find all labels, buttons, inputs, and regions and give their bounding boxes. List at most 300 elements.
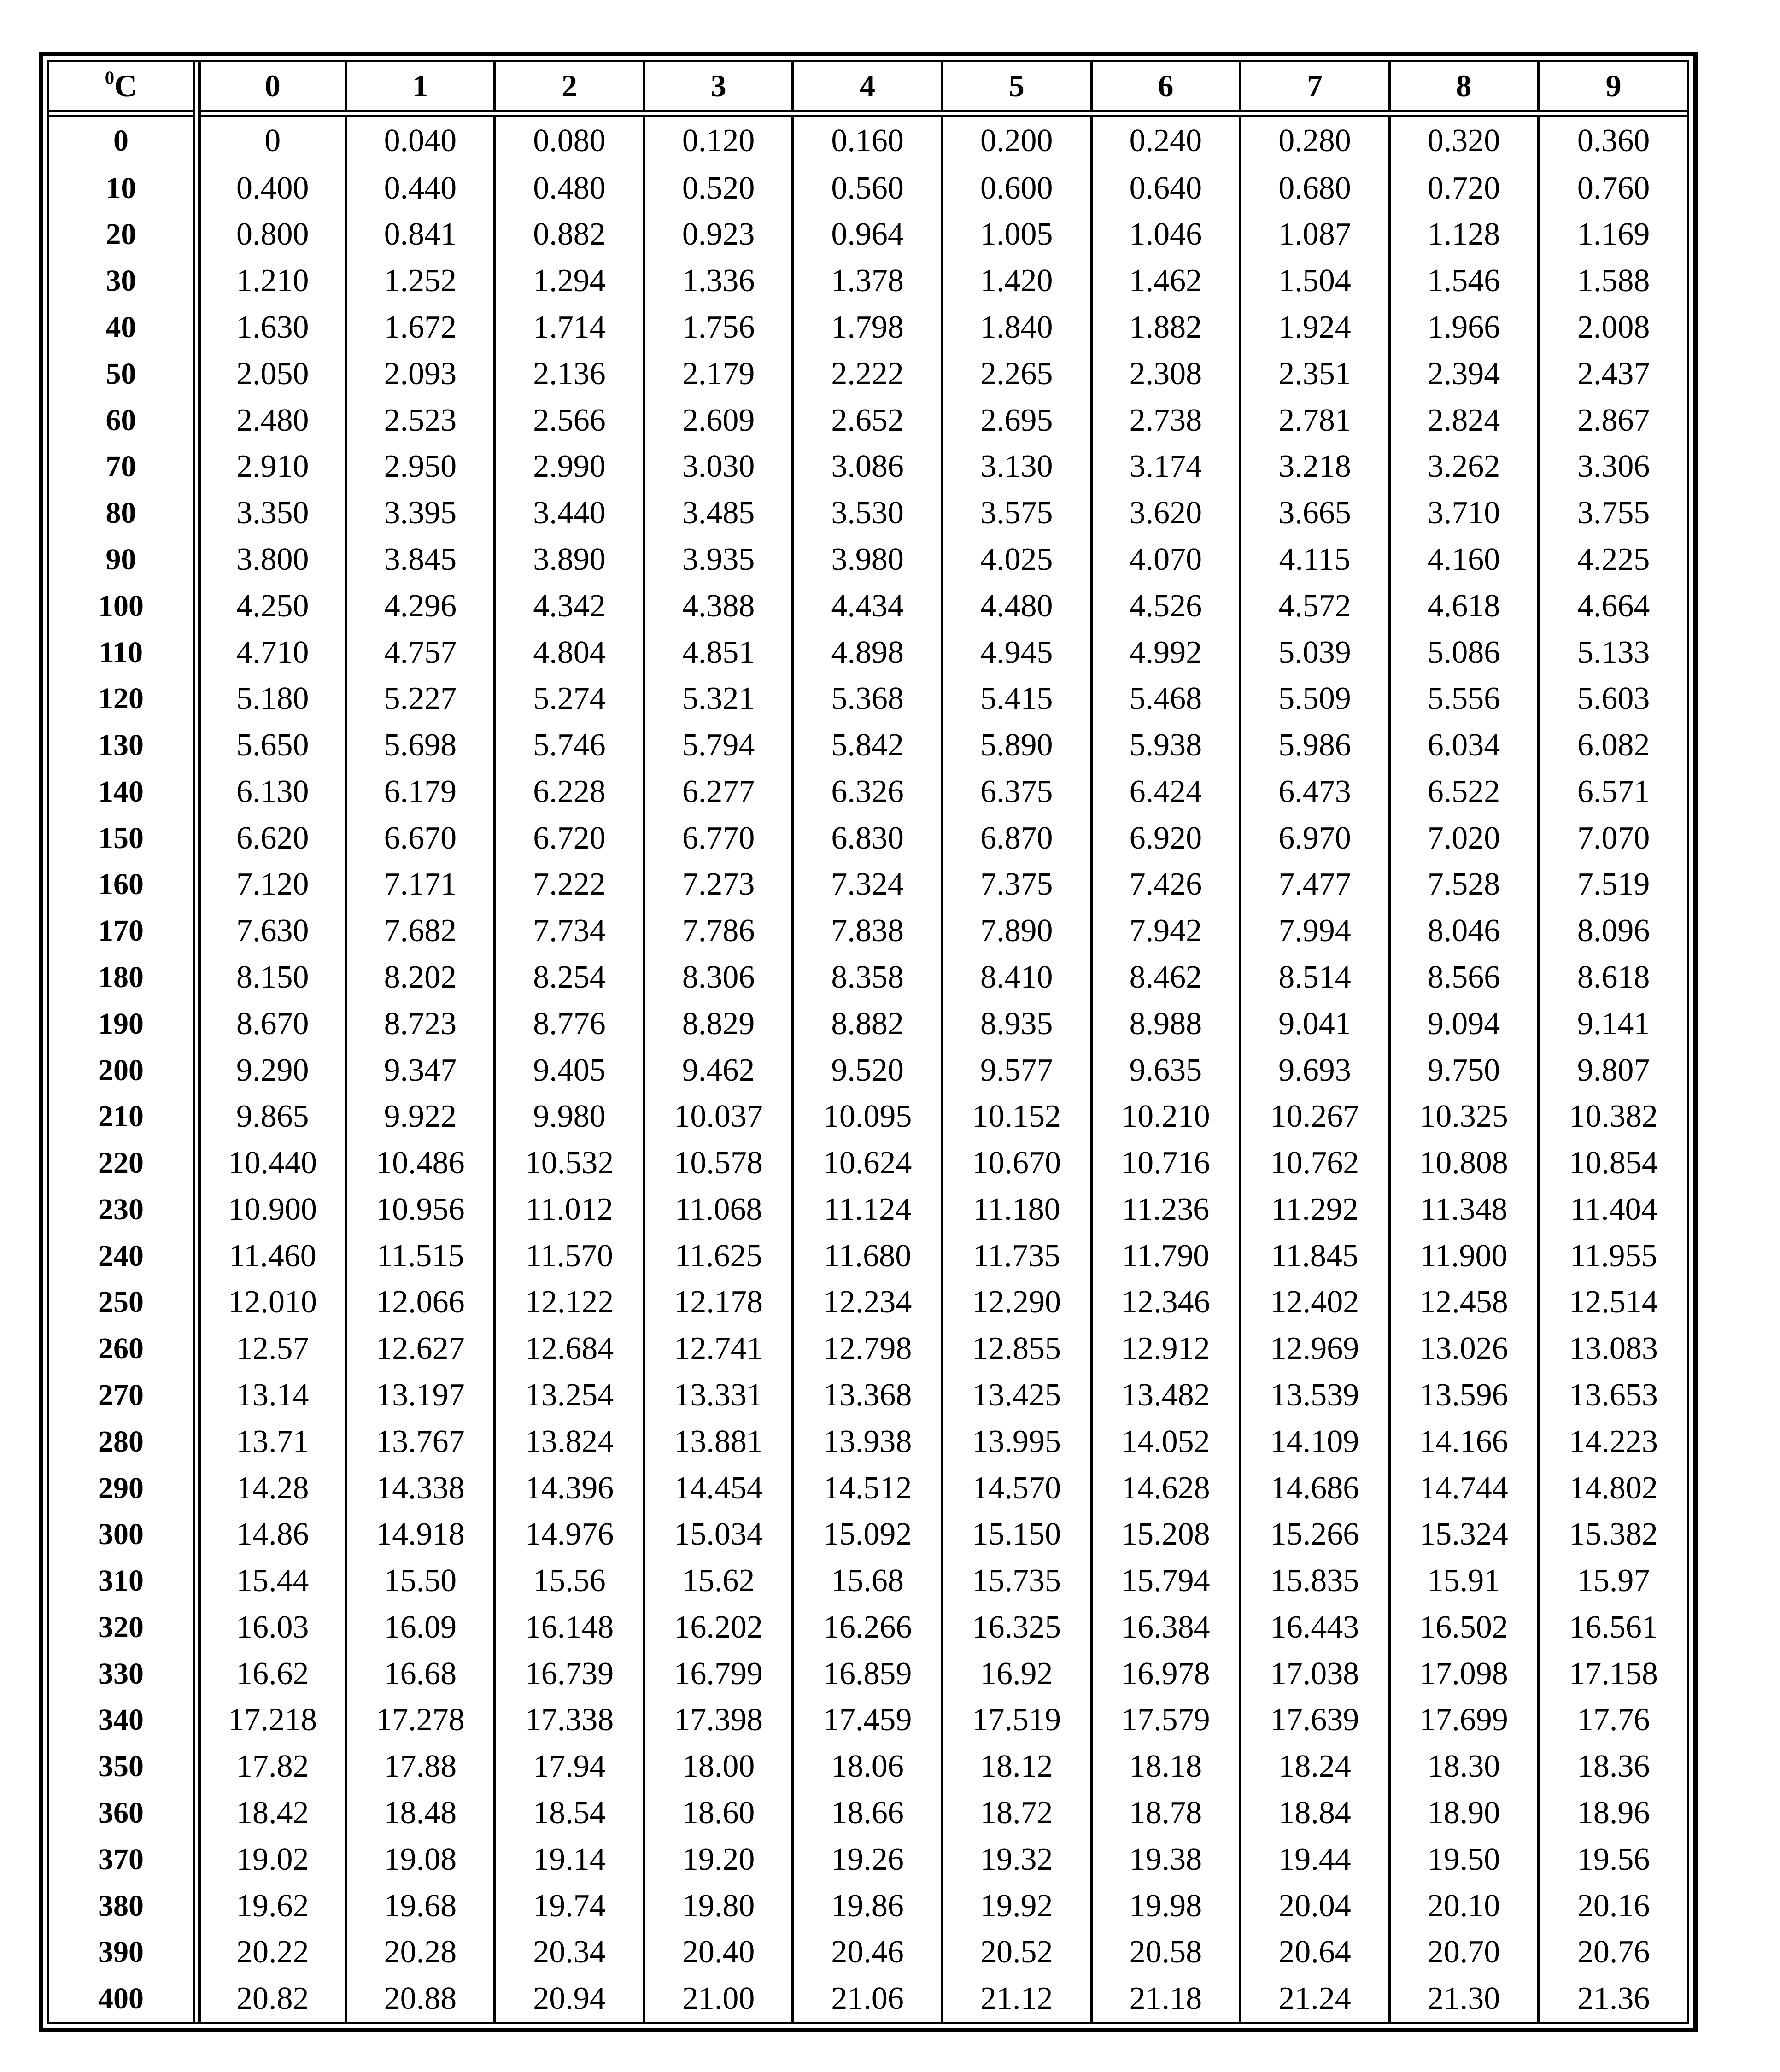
table-cell: 10.762 bbox=[1240, 1140, 1389, 1187]
table-cell: 9.980 bbox=[495, 1094, 644, 1140]
table-cell: 2.222 bbox=[793, 351, 942, 397]
table-cell: 5.603 bbox=[1538, 676, 1687, 722]
table-cell: 2.609 bbox=[644, 397, 793, 444]
table-cell: 19.56 bbox=[1538, 1836, 1687, 1883]
row-label: 210 bbox=[49, 1094, 197, 1140]
table-cell: 2.523 bbox=[346, 397, 495, 444]
table-cell: 18.60 bbox=[644, 1790, 793, 1837]
table-cell: 7.519 bbox=[1538, 861, 1687, 908]
table-cell: 10.670 bbox=[942, 1140, 1091, 1187]
table-cell: 0.440 bbox=[346, 165, 495, 211]
table-row bbox=[49, 676, 1687, 722]
table-cell: 6.870 bbox=[942, 815, 1091, 861]
table-cell: 0.760 bbox=[1538, 165, 1687, 211]
table-cell: 7.942 bbox=[1091, 908, 1241, 954]
table-cell: 0.680 bbox=[1240, 165, 1389, 211]
row-label: 240 bbox=[49, 1233, 197, 1279]
table-cell: 18.06 bbox=[793, 1744, 942, 1790]
table-cell: 18.36 bbox=[1538, 1744, 1687, 1790]
table-cell: 20.88 bbox=[346, 1976, 495, 2022]
table-cell: 3.262 bbox=[1389, 444, 1539, 490]
table-cell: 21.00 bbox=[644, 1976, 793, 2022]
table-cell: 17.098 bbox=[1389, 1651, 1539, 1697]
table-cell: 2.308 bbox=[1091, 351, 1241, 397]
table-row bbox=[49, 258, 1687, 304]
table-cell: 21.24 bbox=[1240, 1976, 1389, 2022]
table-cell: 12.57 bbox=[236, 1331, 309, 1367]
table-cell: 5.086 bbox=[1389, 629, 1539, 676]
table-cell: 15.150 bbox=[942, 1511, 1091, 1558]
table-cell: 19.26 bbox=[793, 1836, 942, 1883]
table-cell: 15.44 bbox=[236, 1563, 309, 1599]
table-cell: 1.128 bbox=[1389, 211, 1539, 258]
table-cell: 20.10 bbox=[1389, 1883, 1539, 1929]
table-row bbox=[49, 1651, 1687, 1697]
table-cell: 20.70 bbox=[1389, 1929, 1539, 1976]
table-cell: 2.265 bbox=[942, 351, 1091, 397]
table-cell: 5.746 bbox=[495, 722, 644, 769]
table-cell: 5.133 bbox=[1538, 629, 1687, 676]
table-cell: 7.426 bbox=[1091, 861, 1241, 908]
table-cell: 10.325 bbox=[1389, 1094, 1539, 1140]
row-label: 150 bbox=[49, 815, 197, 861]
table-cell: 12.290 bbox=[942, 1279, 1091, 1326]
table-cell: 19.98 bbox=[1091, 1883, 1241, 1929]
celsius-unit: C bbox=[114, 68, 137, 103]
table-cell: 15.62 bbox=[644, 1558, 793, 1604]
table-cell: 20.82 bbox=[236, 1981, 309, 2017]
row-label: 40 bbox=[49, 304, 197, 351]
table-cell: 3.845 bbox=[346, 537, 495, 583]
table-cell: 17.398 bbox=[644, 1697, 793, 1744]
table-cell: 5.698 bbox=[346, 722, 495, 769]
row-label: 220 bbox=[49, 1140, 197, 1187]
table-cell: 6.034 bbox=[1389, 722, 1539, 769]
table-cell: 3.800 bbox=[236, 541, 309, 577]
table-cell: 8.670 bbox=[236, 1006, 309, 1042]
table-row bbox=[49, 1511, 1687, 1558]
table-cell: 2.050 bbox=[236, 356, 309, 392]
table-cell: 15.034 bbox=[644, 1511, 793, 1558]
table-cell: 1.672 bbox=[346, 304, 495, 351]
table-row bbox=[49, 444, 1687, 490]
table-cell: 0.640 bbox=[1091, 165, 1241, 211]
table-cell: 7.630 bbox=[236, 913, 309, 949]
table-cell: 11.180 bbox=[942, 1186, 1091, 1233]
table-cell: 4.434 bbox=[793, 583, 942, 629]
row-label: 180 bbox=[49, 954, 197, 1001]
table-cell: 10.854 bbox=[1538, 1140, 1687, 1187]
table-cell: 2.652 bbox=[793, 397, 942, 444]
table-cell: 8.935 bbox=[942, 1001, 1091, 1047]
table-cell: 3.440 bbox=[495, 490, 644, 537]
table-cell: 18.00 bbox=[644, 1744, 793, 1790]
table-cell: 8.618 bbox=[1538, 954, 1687, 1001]
table-cell: 13.71 bbox=[236, 1423, 309, 1459]
table-cell: 7.020 bbox=[1389, 815, 1539, 861]
table-cell: 1.546 bbox=[1389, 258, 1539, 304]
table-cell: 13.425 bbox=[942, 1372, 1091, 1419]
table-cell: 17.218 bbox=[228, 1702, 317, 1738]
row-label: 400 bbox=[49, 1976, 197, 2022]
table-cell: 5.039 bbox=[1240, 629, 1389, 676]
table-row bbox=[49, 537, 1687, 583]
table-cell: 5.794 bbox=[644, 722, 793, 769]
table-cell: 1.714 bbox=[495, 304, 644, 351]
table-cell: 1.798 bbox=[793, 304, 942, 351]
table-cell: 17.519 bbox=[942, 1697, 1091, 1744]
table-cell: 12.122 bbox=[495, 1279, 644, 1326]
table-cell: 16.325 bbox=[942, 1604, 1091, 1651]
row-label: 90 bbox=[49, 537, 197, 583]
table-cell: 20.64 bbox=[1240, 1929, 1389, 1976]
table-cell: 6.522 bbox=[1389, 768, 1539, 815]
table-row bbox=[49, 1279, 1687, 1326]
table-cell: 1.378 bbox=[793, 258, 942, 304]
row-label: 20 bbox=[49, 211, 197, 258]
table-cell: 2.394 bbox=[1389, 351, 1539, 397]
table-row bbox=[49, 768, 1687, 815]
row-label: 100 bbox=[49, 583, 197, 629]
table-cell: 4.757 bbox=[346, 629, 495, 676]
table-cell: 13.368 bbox=[793, 1372, 942, 1419]
table-cell: 5.938 bbox=[1091, 722, 1241, 769]
table-row bbox=[49, 1929, 1687, 1976]
table-cell: 1.588 bbox=[1538, 258, 1687, 304]
table-cell: 6.424 bbox=[1091, 768, 1241, 815]
table-cell: 10.037 bbox=[644, 1094, 793, 1140]
table-cell: 11.124 bbox=[793, 1186, 942, 1233]
table-cell: 1.087 bbox=[1240, 211, 1389, 258]
table-cell: 15.382 bbox=[1538, 1511, 1687, 1558]
table-cell: 18.12 bbox=[942, 1744, 1091, 1790]
table-row bbox=[49, 1140, 1687, 1187]
table-cell: 14.396 bbox=[495, 1465, 644, 1511]
table-cell: 13.539 bbox=[1240, 1372, 1389, 1419]
table-cell: 8.462 bbox=[1091, 954, 1241, 1001]
table-cell: 20.34 bbox=[495, 1929, 644, 1976]
table-cell: 0.120 bbox=[644, 113, 793, 165]
table-cell: 4.526 bbox=[1091, 583, 1241, 629]
table-cell: 2.824 bbox=[1389, 397, 1539, 444]
table-cell: 2.008 bbox=[1538, 304, 1687, 351]
table-cell: 4.225 bbox=[1538, 537, 1687, 583]
table-cell: 20.22 bbox=[236, 1934, 309, 1970]
table-cell: 0.320 bbox=[1389, 113, 1539, 165]
table-cell: 8.829 bbox=[644, 1001, 793, 1047]
table-cell: 17.459 bbox=[793, 1697, 942, 1744]
table-row bbox=[49, 1326, 1687, 1372]
table-cell: 19.50 bbox=[1389, 1836, 1539, 1883]
table-cell: 5.415 bbox=[942, 676, 1091, 722]
table-cell: 6.179 bbox=[346, 768, 495, 815]
table-cell: 1.210 bbox=[236, 263, 309, 299]
table-cell: 6.620 bbox=[236, 820, 309, 856]
table-cell: 16.148 bbox=[495, 1604, 644, 1651]
table-cell: 1.882 bbox=[1091, 304, 1241, 351]
table-cell: 1.294 bbox=[495, 258, 644, 304]
table-cell: 19.02 bbox=[236, 1841, 309, 1877]
column-header: 6 bbox=[1091, 62, 1241, 113]
table-cell: 0.520 bbox=[644, 165, 793, 211]
table-cell: 6.830 bbox=[793, 815, 942, 861]
table-cell: 6.277 bbox=[644, 768, 793, 815]
table-cell: 13.995 bbox=[942, 1418, 1091, 1465]
table-cell: 13.938 bbox=[793, 1418, 942, 1465]
table-cell: 5.468 bbox=[1091, 676, 1241, 722]
table-cell: 9.865 bbox=[236, 1099, 309, 1135]
table-row bbox=[49, 490, 1687, 537]
table-cell: 13.083 bbox=[1538, 1326, 1687, 1372]
table-cell: 19.38 bbox=[1091, 1836, 1241, 1883]
table-cell: 18.24 bbox=[1240, 1744, 1389, 1790]
table-cell: 15.50 bbox=[346, 1558, 495, 1604]
table-cell: 0.280 bbox=[1240, 113, 1389, 165]
table-cell: 16.202 bbox=[644, 1604, 793, 1651]
table-cell: 17.76 bbox=[1538, 1697, 1687, 1744]
table-cell: 3.530 bbox=[793, 490, 942, 537]
table-cell: 6.571 bbox=[1538, 768, 1687, 815]
table-cell: 19.74 bbox=[495, 1883, 644, 1929]
table-row bbox=[49, 1465, 1687, 1511]
table-cell: 1.005 bbox=[942, 211, 1091, 258]
table-cell: 6.228 bbox=[495, 768, 644, 815]
column-header: 2 bbox=[495, 62, 644, 113]
column-header: 5 bbox=[942, 62, 1091, 113]
table-cell: 1.756 bbox=[644, 304, 793, 351]
table-cell: 7.070 bbox=[1538, 815, 1687, 861]
table-cell: 17.82 bbox=[236, 1749, 309, 1785]
table-cell: 14.686 bbox=[1240, 1465, 1389, 1511]
table-cell: 3.755 bbox=[1538, 490, 1687, 537]
table-cell: 10.210 bbox=[1091, 1094, 1241, 1140]
row-label: 30 bbox=[49, 258, 197, 304]
table-cell: 1.840 bbox=[942, 304, 1091, 351]
row-label: 140 bbox=[49, 768, 197, 815]
table-cell: 10.532 bbox=[495, 1140, 644, 1187]
table-cell: 12.458 bbox=[1389, 1279, 1539, 1326]
table-cell: 15.794 bbox=[1091, 1558, 1241, 1604]
table-row bbox=[49, 1604, 1687, 1651]
table-cell: 13.026 bbox=[1389, 1326, 1539, 1372]
table-cell: 15.266 bbox=[1240, 1511, 1389, 1558]
table-cell: 16.443 bbox=[1240, 1604, 1389, 1651]
row-label: 270 bbox=[49, 1372, 197, 1419]
table-cell: 9.577 bbox=[942, 1047, 1091, 1094]
table-cell: 9.750 bbox=[1389, 1047, 1539, 1094]
table-cell: 14.223 bbox=[1538, 1418, 1687, 1465]
table-cell: 12.346 bbox=[1091, 1279, 1241, 1326]
table-cell: 12.798 bbox=[793, 1326, 942, 1372]
table-cell: 11.955 bbox=[1538, 1233, 1687, 1279]
table-cell: 17.94 bbox=[495, 1744, 644, 1790]
table-cell: 21.12 bbox=[942, 1976, 1091, 2022]
table-cell: 7.682 bbox=[346, 908, 495, 954]
table-cell: 18.18 bbox=[1091, 1744, 1241, 1790]
table-cell: 3.130 bbox=[942, 444, 1091, 490]
table-cell: 4.664 bbox=[1538, 583, 1687, 629]
table-cell: 0.040 bbox=[346, 113, 495, 165]
table-cell: 4.025 bbox=[942, 537, 1091, 583]
table-cell: 12.627 bbox=[346, 1326, 495, 1372]
table-cell: 0.080 bbox=[495, 113, 644, 165]
table-cell: 20.04 bbox=[1240, 1883, 1389, 1929]
table-cell: 11.012 bbox=[495, 1186, 644, 1233]
table-cell: 18.84 bbox=[1240, 1790, 1389, 1837]
table-cell: 11.236 bbox=[1091, 1186, 1241, 1233]
table-cell: 1.630 bbox=[236, 310, 309, 345]
row-label: 360 bbox=[49, 1790, 197, 1837]
table-cell: 9.141 bbox=[1538, 1001, 1687, 1047]
table-cell: 20.52 bbox=[942, 1929, 1091, 1976]
table-cell: 5.509 bbox=[1240, 676, 1389, 722]
table-frame bbox=[39, 52, 1698, 2032]
table-cell: 16.384 bbox=[1091, 1604, 1241, 1651]
table-cell: 5.890 bbox=[942, 722, 1091, 769]
table-cell: 19.32 bbox=[942, 1836, 1091, 1883]
table-cell: 1.046 bbox=[1091, 211, 1241, 258]
table-cell: 5.556 bbox=[1389, 676, 1539, 722]
table-row bbox=[49, 1372, 1687, 1419]
table-cell: 13.653 bbox=[1538, 1372, 1687, 1419]
table-cell: 16.68 bbox=[346, 1651, 495, 1697]
table-cell: 11.570 bbox=[495, 1233, 644, 1279]
table-cell: 19.86 bbox=[793, 1883, 942, 1929]
table-cell: 4.710 bbox=[236, 634, 309, 670]
table-cell: 18.30 bbox=[1389, 1744, 1539, 1790]
table-cell: 13.767 bbox=[346, 1418, 495, 1465]
table-cell: 9.405 bbox=[495, 1047, 644, 1094]
table-row bbox=[49, 1790, 1687, 1837]
table-cell: 6.720 bbox=[495, 815, 644, 861]
table-cell: 16.859 bbox=[793, 1651, 942, 1697]
table-cell: 0.360 bbox=[1538, 113, 1687, 165]
table-cell: 12.684 bbox=[495, 1326, 644, 1372]
column-header: 7 bbox=[1240, 62, 1389, 113]
table-cell: 20.16 bbox=[1538, 1883, 1687, 1929]
table-row bbox=[49, 397, 1687, 444]
column-header: 0 bbox=[197, 62, 346, 113]
table-cell: 8.150 bbox=[236, 959, 309, 995]
table-row bbox=[49, 583, 1687, 629]
table-cell: 20.76 bbox=[1538, 1929, 1687, 1976]
table-cell: 12.066 bbox=[346, 1279, 495, 1326]
table-cell: 0.240 bbox=[1091, 113, 1241, 165]
table-cell: 2.695 bbox=[942, 397, 1091, 444]
table-cell: 5.986 bbox=[1240, 722, 1389, 769]
table-cell: 4.804 bbox=[495, 629, 644, 676]
table-cell: 4.618 bbox=[1389, 583, 1539, 629]
table-cell: 9.922 bbox=[346, 1094, 495, 1140]
table-cell: 18.48 bbox=[346, 1790, 495, 1837]
table-cell: 8.202 bbox=[346, 954, 495, 1001]
table-cell: 16.62 bbox=[236, 1656, 309, 1692]
table-body bbox=[49, 113, 1687, 2022]
table-row bbox=[49, 722, 1687, 769]
table-cell: 6.130 bbox=[236, 773, 309, 809]
table-cell: 13.881 bbox=[644, 1418, 793, 1465]
table-cell: 18.72 bbox=[942, 1790, 1091, 1837]
table-cell: 7.120 bbox=[236, 866, 309, 902]
table-cell: 11.790 bbox=[1091, 1233, 1241, 1279]
table-cell: 1.966 bbox=[1389, 304, 1539, 351]
corner-header-celsius bbox=[49, 62, 197, 113]
table-cell: 9.290 bbox=[236, 1052, 309, 1088]
table-cell: 0 bbox=[264, 123, 281, 159]
table-cell: 10.382 bbox=[1538, 1094, 1687, 1140]
table-cell: 2.990 bbox=[495, 444, 644, 490]
table-cell: 16.92 bbox=[942, 1651, 1091, 1697]
table-cell: 11.625 bbox=[644, 1233, 793, 1279]
table-inner-border bbox=[47, 60, 1689, 2024]
table-cell: 4.070 bbox=[1091, 537, 1241, 583]
table-cell: 9.807 bbox=[1538, 1047, 1687, 1094]
table-cell: 21.18 bbox=[1091, 1976, 1241, 2022]
table-row bbox=[49, 815, 1687, 861]
table-cell: 4.160 bbox=[1389, 537, 1539, 583]
table-cell: 4.250 bbox=[236, 588, 309, 624]
table-cell: 2.437 bbox=[1538, 351, 1687, 397]
table-cell: 3.395 bbox=[346, 490, 495, 537]
table-cell: 8.566 bbox=[1389, 954, 1539, 1001]
table-row bbox=[49, 908, 1687, 954]
table-cell: 9.462 bbox=[644, 1047, 793, 1094]
table-row bbox=[49, 1233, 1687, 1279]
table-cell: 2.566 bbox=[495, 397, 644, 444]
table-cell: 15.97 bbox=[1538, 1558, 1687, 1604]
table-cell: 5.842 bbox=[793, 722, 942, 769]
table-row bbox=[49, 1001, 1687, 1047]
row-label: 380 bbox=[49, 1883, 197, 1929]
table-cell: 2.781 bbox=[1240, 397, 1389, 444]
table-row bbox=[49, 1697, 1687, 1744]
table-cell: 1.169 bbox=[1538, 211, 1687, 258]
table-cell: 17.338 bbox=[495, 1697, 644, 1744]
table-cell: 14.918 bbox=[346, 1511, 495, 1558]
table-cell: 9.693 bbox=[1240, 1047, 1389, 1094]
table-cell: 15.56 bbox=[495, 1558, 644, 1604]
table-cell: 2.136 bbox=[495, 351, 644, 397]
table-cell: 18.54 bbox=[495, 1790, 644, 1837]
column-header: 3 bbox=[644, 62, 793, 113]
table-cell: 13.824 bbox=[495, 1418, 644, 1465]
table-cell: 13.14 bbox=[236, 1377, 309, 1413]
table-cell: 0.841 bbox=[346, 211, 495, 258]
table-cell: 12.912 bbox=[1091, 1326, 1241, 1372]
table-cell: 6.920 bbox=[1091, 815, 1241, 861]
table-cell: 16.739 bbox=[495, 1651, 644, 1697]
table-row bbox=[49, 1744, 1687, 1790]
table-row bbox=[49, 1094, 1687, 1140]
table-cell: 16.09 bbox=[346, 1604, 495, 1651]
table-row bbox=[49, 304, 1687, 351]
table-cell: 14.512 bbox=[793, 1465, 942, 1511]
table-cell: 19.92 bbox=[942, 1883, 1091, 1929]
column-header: 1 bbox=[346, 62, 495, 113]
row-label: 50 bbox=[49, 351, 197, 397]
table-cell: 10.152 bbox=[942, 1094, 1091, 1140]
table-cell: 5.274 bbox=[495, 676, 644, 722]
table-cell: 4.945 bbox=[942, 629, 1091, 676]
table-cell: 3.030 bbox=[644, 444, 793, 490]
table-cell: 7.477 bbox=[1240, 861, 1389, 908]
row-label: 310 bbox=[49, 1558, 197, 1604]
table-cell: 1.924 bbox=[1240, 304, 1389, 351]
table-cell: 6.970 bbox=[1240, 815, 1389, 861]
table-cell: 13.596 bbox=[1389, 1372, 1539, 1419]
table-cell: 0.480 bbox=[495, 165, 644, 211]
table-cell: 0.560 bbox=[793, 165, 942, 211]
